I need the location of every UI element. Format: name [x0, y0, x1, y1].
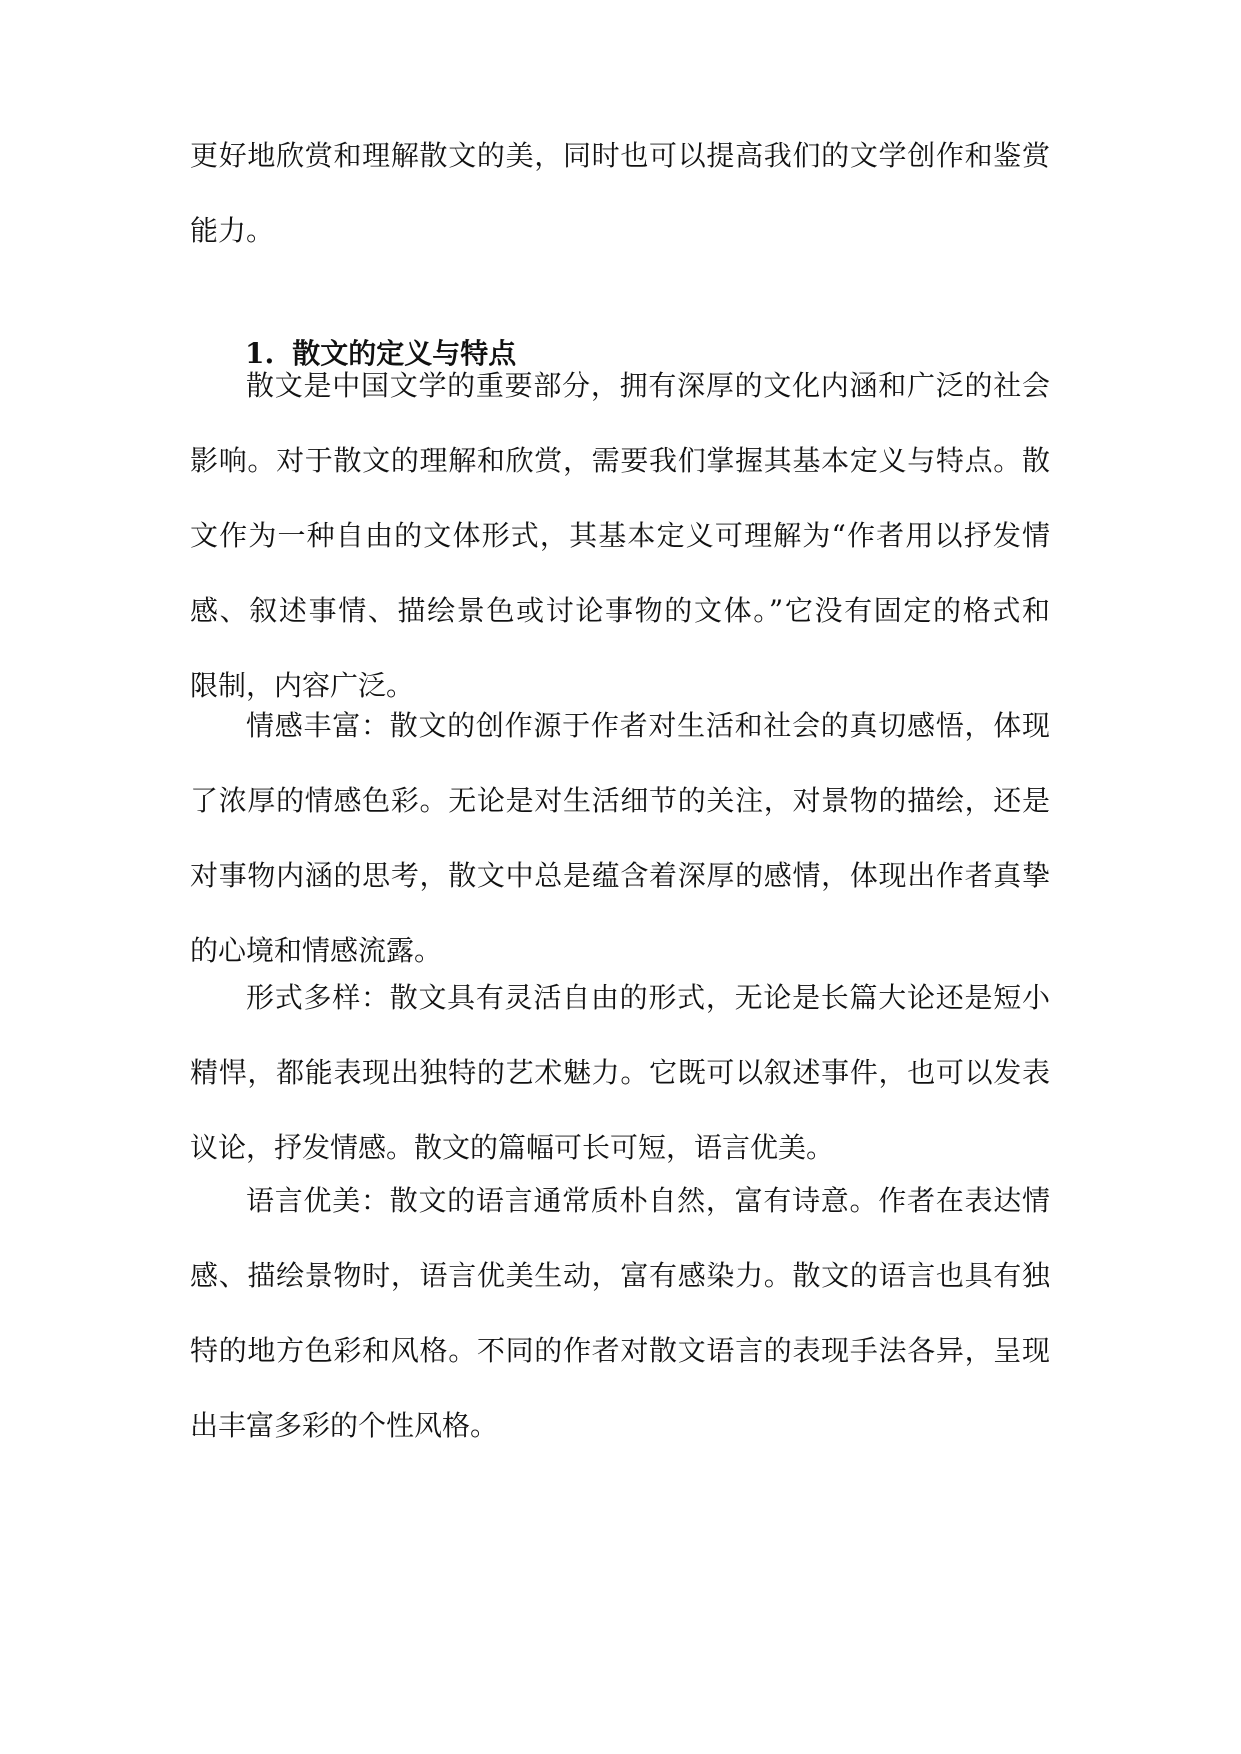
- paragraph-line: 语言优美：散文的语言通常质朴自然，富有诗意。作者在表达情: [246, 1184, 1050, 1217]
- paragraph-line: 特的地方色彩和风格。不同的作者对散文语言的表现手法各异，呈现: [190, 1334, 1050, 1367]
- paragraph-definition: [190, 348, 1050, 723]
- intro-line-1: 更好地欣赏和理解散文的美，同时也可以提高我们的文学创作和鉴赏: [190, 139, 1050, 172]
- paragraph-line: 的心境和情感流露。: [190, 934, 443, 967]
- paragraph-line: 议论，抒发情感。散文的篇幅可长可短，语言优美。: [190, 1131, 835, 1164]
- intro-paragraph: [190, 118, 1050, 268]
- section-number: 1.: [245, 337, 275, 370]
- paragraph-line: 了浓厚的情感色彩。无论是对生活细节的关注，对景物的描绘，还是: [190, 784, 1050, 817]
- section-title: 散文的定义与特点: [292, 337, 517, 370]
- paragraph-form: [190, 960, 1050, 1185]
- paragraph-line: 精悍，都能表现出独特的艺术魅力。它既可以叙述事件，也可以发表: [190, 1056, 1050, 1089]
- paragraph-line: 感、描绘景物时，语言优美生动，富有感染力。散文的语言也具有独: [190, 1259, 1050, 1292]
- paragraph-line: 出丰富多彩的个性风格。: [190, 1409, 499, 1442]
- paragraph-emotion: [190, 688, 1050, 988]
- paragraph-line: 感、叙述事情、描绘景色或讨论事物的文体。”它没有固定的格式和: [190, 594, 1050, 627]
- intro-line-2: 能力。: [190, 214, 275, 247]
- paragraph-line: 限制，内容广泛。: [190, 669, 415, 702]
- paragraph-line: 散文是中国文学的重要部分，拥有深厚的文化内涵和广泛的社会: [246, 369, 1050, 402]
- paragraph-line: 形式多样：散文具有灵活自由的形式，无论是长篇大论还是短小: [246, 981, 1050, 1014]
- paragraph-language: [190, 1163, 1050, 1463]
- paragraph-line: 情感丰富：散文的创作源于作者对生活和社会的真切感悟，体现: [246, 709, 1050, 742]
- paragraph-line: 文作为一种自由的文体形式，其基本定义可理解为“作者用以抒发情: [190, 519, 1050, 552]
- paragraph-line: 影响。对于散文的理解和欣赏，需要我们掌握其基本定义与特点。散: [190, 444, 1050, 477]
- paragraph-line: 对事物内涵的思考，散文中总是蕴含着深厚的感情，体现出作者真挚: [190, 859, 1050, 892]
